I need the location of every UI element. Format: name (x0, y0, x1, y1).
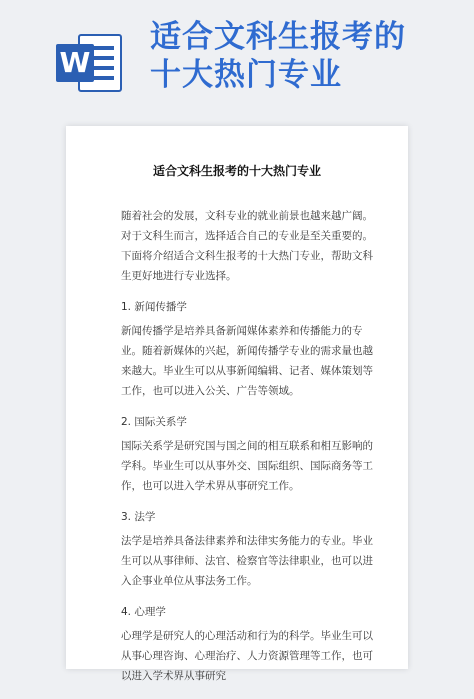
banner-header (0, 0, 474, 110)
section-law (121, 509, 377, 591)
word-document-icon (56, 30, 124, 96)
word-line-shape (92, 46, 114, 50)
section-body: 心理学是研究人的心理活动和行为的科学。毕业生可以从事心理咨询、心理治疗、人力资源管理等工作，也可以进入学术界从事研究 (121, 630, 373, 682)
document-content (121, 206, 377, 699)
word-line-shape (92, 56, 114, 60)
intro-paragraph: 随着社会的发展，文科专业的就业前景也越来越广阔。对于文科生而言，选择适合自己的专业是至关重要的。下面将介绍适合文科生报考的十大热门专业，帮助文科生更好地进行专业选择。 (121, 210, 373, 282)
section-body: 新闻传播学是培养具备新闻媒体素养和传播能力的专业。随着新媒体的兴起，新闻传播学专业的需求量也越来越大。毕业生可以从事新闻编辑、记者、媒体策划等工作，也可以进入公关、广告等领域。 (121, 325, 373, 397)
section-international-relations (121, 414, 377, 496)
word-badge-letter: W (56, 44, 94, 82)
section-body: 法学是培养具备法律素养和法律实务能力的专业。毕业生可以从事律师、法官、检察官等法律职业，也可以进入企事业单位从事法务工作。 (121, 535, 373, 587)
section-psychology (121, 604, 377, 686)
document-page (66, 126, 408, 682)
section-journalism (121, 299, 377, 401)
banner-title-line2: 十大热门专业 (150, 57, 342, 93)
section-heading: 4. 心理学 (121, 606, 166, 618)
section-heading: 1. 新闻传播学 (121, 301, 187, 313)
word-line-shape (92, 66, 114, 70)
section-heading: 2. 国际关系学 (121, 416, 187, 428)
banner-title-line1: 适合文科生报考的 (150, 19, 406, 55)
document-title: 适合文科生报考的十大热门专业 (152, 164, 321, 178)
section-body: 国际关系学是研究国与国之间的相互联系和相互影响的学科。毕业生可以从事外交、国际组织、国际商务等工作，也可以进入学术界从事研究工作。 (121, 440, 373, 492)
section-heading: 3. 法学 (121, 511, 156, 523)
banner-title (150, 18, 450, 94)
word-line-shape (92, 76, 114, 80)
